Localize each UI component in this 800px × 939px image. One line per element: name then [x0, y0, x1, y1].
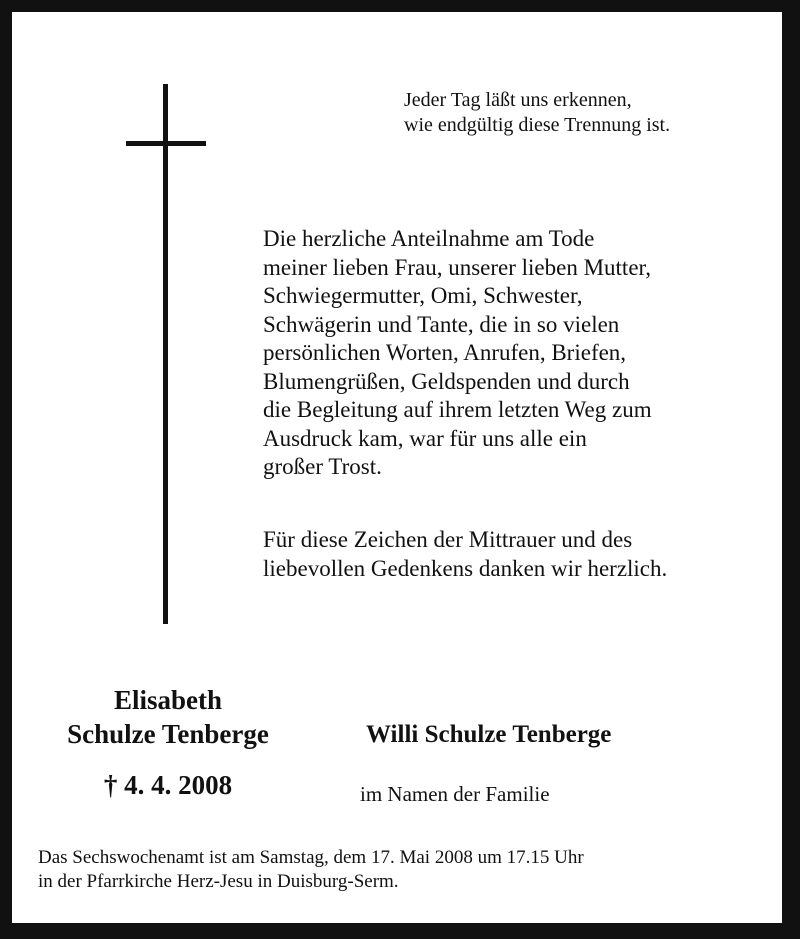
signer-note: im Namen der Familie — [360, 782, 550, 806]
death-date: † 4. 4. 2008 — [103, 770, 233, 800]
paragraph-line: Blumengrüßen, Geldspenden und durch — [263, 368, 630, 394]
paragraph-line: Schwiegermutter, Omi, Schwester, — [263, 283, 583, 308]
cross-icon-horizontal-bar — [126, 141, 206, 146]
deceased-last-name: Schulze Tenberge — [67, 719, 269, 749]
cross-icon-vertical-bar — [163, 84, 168, 624]
footer-line: in der Pfarrkirche Herz-Jesu in Duisburg-Serm. — [38, 871, 399, 892]
footer-line: Das Sechswochenamt ist am Samstag, dem 17. Mai 2008 um 17.15 Uhr — [38, 847, 584, 868]
deceased-name — [28, 683, 308, 751]
thanks-paragraph — [263, 225, 652, 482]
paragraph-line: liebevollen Gedenkens danken wir herzlich. — [263, 555, 668, 581]
quote-line: Jeder Tag läßt uns erkennen, — [404, 89, 632, 111]
paragraph-line: Ausdruck kam, war für uns alle ein — [263, 425, 587, 451]
gratitude-paragraph — [263, 526, 667, 583]
signer-name: Willi Schulze Tenberge — [366, 721, 612, 748]
paragraph-line: persönlichen Worten, Anrufen, Briefen, — [263, 340, 627, 365]
deceased-first-name: Elisabeth — [113, 685, 223, 715]
paragraph-line: Für diese Zeichen der Mittrauer und des — [263, 527, 633, 552]
paragraph-line: Die herzliche Anteilnahme am Tode — [263, 226, 595, 251]
quote-line: wie endgültig diese Trennung ist. — [404, 114, 671, 136]
paragraph-line: die Begleitung auf ihrem letzten Weg zum — [263, 397, 652, 422]
paragraph-line: großer Trost. — [263, 454, 382, 479]
service-notice — [38, 846, 584, 894]
paragraph-line: Schwägerin und Tante, die in so vielen — [263, 311, 620, 337]
paragraph-line: meiner lieben Frau, unserer lieben Mutter, — [263, 254, 652, 280]
quote-text — [404, 88, 670, 138]
